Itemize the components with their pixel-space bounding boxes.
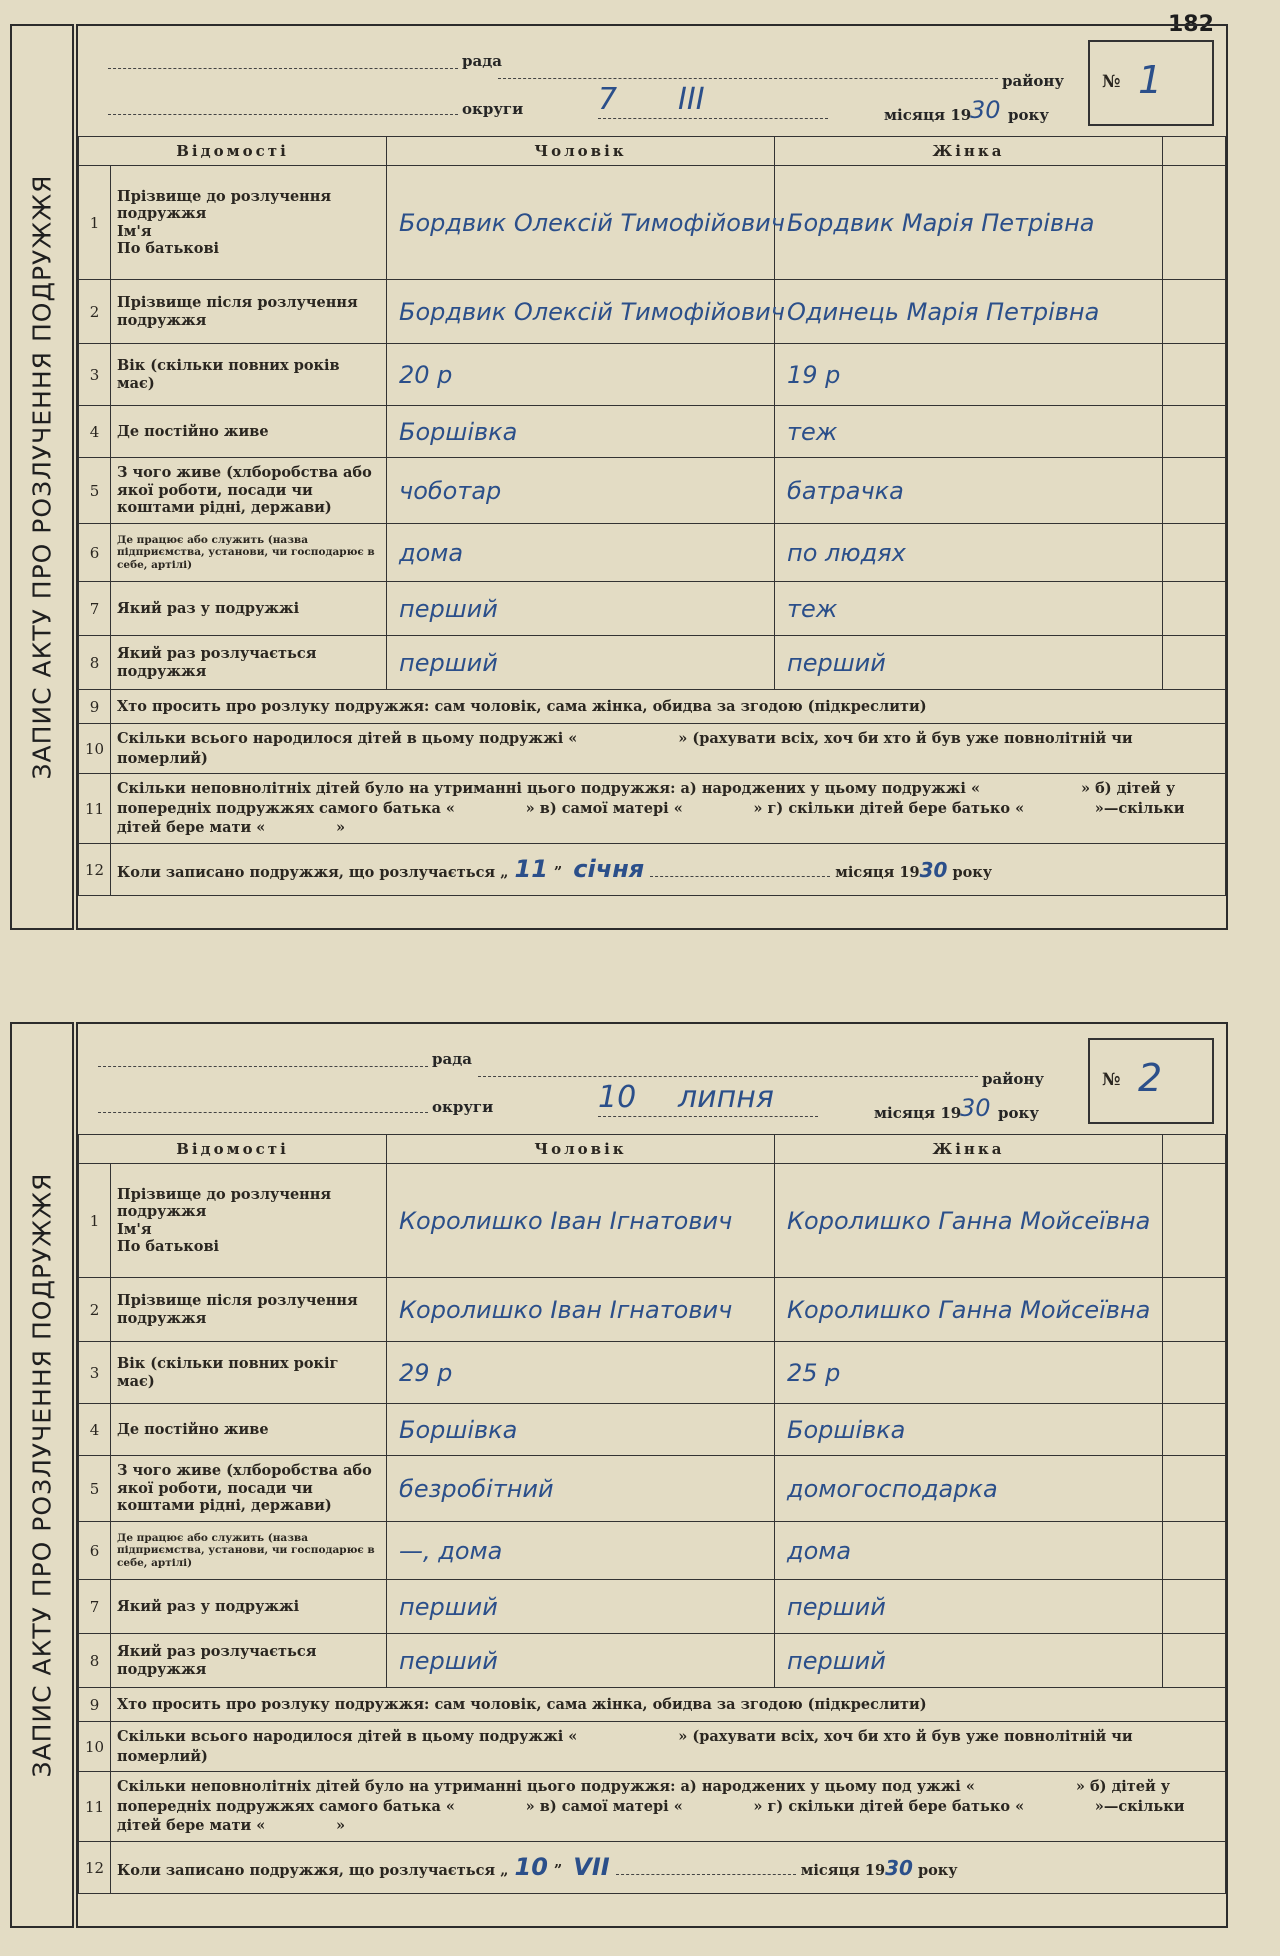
row-label: Де постійно живе — [111, 406, 387, 458]
row12-roku: року — [952, 864, 993, 882]
husband-cell — [387, 344, 775, 406]
side-title-box — [10, 1022, 74, 1928]
extra-cell — [1163, 1278, 1226, 1342]
husband-cell — [387, 1634, 775, 1688]
row12-cell: Коли записано подружжя, що розлучається „ 10 ” VII місяця 1930 року — [111, 1842, 1226, 1894]
row12-mis: місяця 19 — [835, 864, 920, 882]
row-number: 8 — [79, 636, 111, 690]
header-month: липня — [678, 1080, 774, 1115]
husband-value: перший — [399, 594, 498, 623]
col-zhinka: Жінка — [775, 1135, 1163, 1164]
record-number: 2 — [1138, 1056, 1163, 1100]
extra-cell — [1163, 1634, 1226, 1688]
col-extra — [1163, 137, 1226, 166]
number-label: № — [1102, 72, 1121, 92]
wife-value: Одинець Марія Петрівна — [787, 297, 1100, 326]
extra-cell — [1163, 636, 1226, 690]
col-extra — [1163, 1135, 1226, 1164]
row-number: 2 — [79, 1278, 111, 1342]
misiatsia-label: місяця 19 — [884, 106, 972, 124]
husband-value: Боршівка — [399, 417, 518, 446]
husband-value: перший — [399, 648, 498, 677]
record-header — [78, 26, 1226, 136]
row12-year: 30 — [885, 1856, 913, 1881]
row-number: 8 — [79, 1634, 111, 1688]
row12-roku: року — [918, 1862, 958, 1880]
side-title: ЗАПИС АКТУ ПРО РОЗЛУЧЕННЯ ПОДРУЖЖЯ — [27, 1172, 57, 1778]
okrugy-label: округи — [432, 1098, 494, 1116]
wife-value: перший — [787, 1592, 886, 1621]
row-label: Який раз у подружжі — [111, 582, 387, 636]
wife-cell — [775, 458, 1163, 524]
wife-cell — [775, 1580, 1163, 1634]
husband-value: 29 р — [399, 1358, 453, 1387]
row12-mis: місяця 19 — [800, 1862, 886, 1880]
husband-value: Королишко Іван Ігнатович — [399, 1206, 733, 1235]
wife-value: Королишко Ганна Мойсеївна — [787, 1295, 1151, 1324]
wife-cell — [775, 280, 1163, 344]
row-number: 12 — [79, 844, 111, 896]
husband-cell — [387, 280, 785, 344]
husband-value: Королишко Іван Ігнатович — [399, 1295, 733, 1324]
col-cholovik: Чоловік — [387, 137, 775, 166]
rada-label: рада — [462, 52, 502, 70]
record-number: 1 — [1138, 58, 1163, 102]
okrugy-line — [108, 114, 458, 115]
misiatsia-label: місяця 19 — [874, 1104, 962, 1122]
raion-label: району — [1002, 72, 1064, 90]
row-label: Прізвище після розлучення подружжя — [111, 1278, 387, 1342]
wife-cell — [775, 524, 1163, 582]
roku-label: року — [1008, 106, 1049, 124]
col-cholovik: Чоловік — [387, 1135, 775, 1164]
extra-cell — [1163, 1342, 1226, 1404]
raion-line — [498, 78, 998, 79]
header-month: III — [678, 82, 705, 117]
extra-cell — [1163, 1456, 1226, 1522]
row-number: 5 — [79, 1456, 111, 1522]
header-year: 30 — [960, 1094, 991, 1122]
divorce-record-2 — [10, 1022, 1228, 1928]
wife-cell — [775, 1634, 1163, 1688]
extra-cell — [1163, 458, 1226, 524]
wife-value: Боршівка — [787, 1415, 906, 1444]
row-label: З чого живе (хлборобства або якої роботи, посади чи коштами рідні, держави) — [111, 1456, 387, 1522]
number-label: № — [1102, 1070, 1121, 1090]
header-day: 10 — [598, 1080, 637, 1115]
row12-month: січня — [573, 855, 645, 884]
extra-cell — [1163, 344, 1226, 406]
row-number: 3 — [79, 1342, 111, 1404]
row10-text: Скільки всього народилося дітей в цьому подружжі « » (рахувати всіх, хоч би хто й був уже повнолітній чи померлий) — [111, 724, 1226, 774]
wife-value: Королишко Ганна Мойсеївна — [787, 1206, 1151, 1235]
row9-text: Хто просить про розлуку подружжя: сам чоловік, сама жінка, обидва за згодою (підкреслити) — [111, 1688, 1226, 1722]
side-title: ЗАПИС АКТУ ПРО РОЗЛУЧЕННЯ ПОДРУЖЖЯ — [27, 174, 57, 780]
wife-cell — [775, 636, 1163, 690]
row-number: 9 — [79, 690, 111, 724]
row-number: 6 — [79, 524, 111, 582]
record-table — [78, 136, 1226, 896]
side-title-box — [10, 24, 74, 930]
row-number: 7 — [79, 1580, 111, 1634]
husband-cell — [387, 166, 785, 280]
row-label: Який раз у подружжі — [111, 1580, 387, 1634]
row-number: 11 — [79, 1772, 111, 1842]
row12-cell: Коли записано подружжя, що розлучається „ 11 ” січня місяця 1930 року — [111, 844, 1226, 896]
row-label: Прізвище до розлучення подружжя Ім'я По батькові — [111, 166, 387, 280]
row-label: Де працює або служить (назва підприємства, установи, чи господарює в себе, артілі) — [111, 1522, 387, 1580]
husband-cell — [387, 582, 775, 636]
header-day: 7 — [598, 82, 618, 117]
okrugy-line — [98, 1112, 428, 1113]
row-number: 1 — [79, 1164, 111, 1278]
row12-month-line — [650, 876, 830, 877]
wife-cell — [775, 344, 1163, 406]
extra-cell — [1163, 166, 1226, 280]
row10-text: Скільки всього народилося дітей в цьому подружжі « » (рахувати всіх, хоч би хто й був уже повнолітній чи померлий) — [111, 1722, 1226, 1772]
extra-cell — [1163, 1580, 1226, 1634]
row12-day: 10 — [514, 1853, 548, 1882]
extra-cell — [1163, 1164, 1226, 1278]
wife-value: теж — [787, 417, 838, 446]
wife-cell — [775, 406, 1163, 458]
wife-value: по людях — [787, 538, 906, 567]
record-header — [78, 1024, 1226, 1134]
wife-cell — [775, 1278, 1163, 1342]
husband-value: чоботар — [399, 476, 502, 505]
row-number: 1 — [79, 166, 111, 280]
row12-day: 11 — [514, 855, 548, 884]
extra-cell — [1163, 406, 1226, 458]
husband-cell — [387, 524, 775, 582]
wife-value: 19 р — [787, 360, 841, 389]
wife-value: теж — [787, 594, 838, 623]
husband-cell — [387, 1522, 775, 1580]
husband-cell — [387, 1278, 775, 1342]
wife-value: перший — [787, 1646, 886, 1675]
col-zhinka: Жінка — [775, 137, 1163, 166]
header-year: 30 — [970, 96, 1001, 124]
wife-cell — [775, 1164, 1163, 1278]
wife-value: 25 р — [787, 1358, 841, 1387]
row-number: 7 — [79, 582, 111, 636]
row12-month-line — [616, 1874, 796, 1875]
husband-cell — [387, 1342, 775, 1404]
row-number: 6 — [79, 1522, 111, 1580]
row-number: 4 — [79, 1404, 111, 1456]
row-number: 3 — [79, 344, 111, 406]
date-line — [598, 118, 828, 119]
row11-text: Скільки неповнолітніх дітей було на утриманні цього подружжя: а) народжених у цьому под ужжі « » б) дітей у попередніх подружжях самого батька « » в) самої матері « » г) скільки дітей бере батько « »—скільки дітей бере мати « » — [111, 1772, 1226, 1842]
row-number: 12 — [79, 1842, 111, 1894]
husband-cell — [387, 1580, 775, 1634]
col-vidomosti: Відомості — [79, 1135, 387, 1164]
wife-cell — [775, 582, 1163, 636]
record-table — [78, 1134, 1226, 1894]
row-number: 11 — [79, 774, 111, 844]
row11-text: Скільки неповнолітніх дітей було на утриманні цього подружжя: а) народжених у цьому подружжі « » б) дітей у попередніх подружжях самого батька « » в) самої матері « » г) скільки дітей бере батько « »—скільки дітей бере мати « » — [111, 774, 1226, 844]
wife-cell — [775, 1404, 1163, 1456]
row-label: Де постійно живе — [111, 1404, 387, 1456]
husband-value: 20 р — [399, 360, 453, 389]
wife-cell — [775, 166, 1163, 280]
raion-line — [478, 1076, 978, 1077]
husband-cell — [387, 1404, 775, 1456]
extra-cell — [1163, 582, 1226, 636]
wife-cell — [775, 1522, 1163, 1580]
row-label: Вік (скільки повних років має) — [111, 344, 387, 406]
wife-value: Бордвик Марія Петрівна — [787, 208, 1095, 237]
husband-cell — [387, 636, 775, 690]
row9-text: Хто просить про розлуку подружжя: сам чоловік, сама жінка, обидва за згодою (підкреслити) — [111, 690, 1226, 724]
row-label: Який раз розлучається подружжя — [111, 1634, 387, 1688]
row-number: 10 — [79, 1722, 111, 1772]
row-label: Прізвище після розлучення подружжя — [111, 280, 387, 344]
husband-value: перший — [399, 1646, 498, 1675]
husband-cell — [387, 1164, 775, 1278]
row12-label: Коли записано подружжя, що розлучається — [117, 864, 496, 882]
husband-value: перший — [399, 1592, 498, 1621]
extra-cell — [1163, 524, 1226, 582]
row-number: 4 — [79, 406, 111, 458]
row-number: 9 — [79, 1688, 111, 1722]
husband-cell — [387, 406, 775, 458]
row12-label: Коли записано подружжя, що розлучається — [117, 1862, 496, 1880]
row-label: Вік (скільки повних рокіг має) — [111, 1342, 387, 1404]
row-number: 5 — [79, 458, 111, 524]
rada-line — [108, 68, 458, 69]
wife-value: домогосподарка — [787, 1474, 998, 1503]
roku-label: року — [998, 1104, 1039, 1122]
husband-value: дома — [399, 538, 464, 567]
extra-cell — [1163, 1522, 1226, 1580]
husband-value: Боршівка — [399, 1415, 518, 1444]
row12-month: VII — [573, 1853, 610, 1882]
row-number: 2 — [79, 280, 111, 344]
wife-cell — [775, 1342, 1163, 1404]
husband-cell — [387, 458, 775, 524]
rada-label: рада — [432, 1050, 472, 1068]
wife-value: дома — [787, 1536, 852, 1565]
row-number: 10 — [79, 724, 111, 774]
husband-value: Бордвик Олексій Тимофійович — [399, 297, 785, 326]
record-form — [76, 24, 1228, 930]
row-label: Прізвище до розлучення подружжя Ім'я По батькові — [111, 1164, 387, 1278]
row-label: З чого живе (хлборобства або якої роботи, посади чи коштами рідні, держави) — [111, 458, 387, 524]
wife-value: перший — [787, 648, 886, 677]
husband-value: Бордвик Олексій Тимофійович — [399, 208, 785, 237]
wife-value: батрачка — [787, 476, 904, 505]
row12-year: 30 — [919, 858, 948, 883]
raion-label: району — [982, 1070, 1044, 1088]
col-vidomosti: Відомості — [79, 137, 387, 166]
record-number-box — [1088, 40, 1214, 126]
extra-cell — [1163, 280, 1226, 344]
divorce-record-1 — [10, 24, 1228, 930]
okrugy-label: округи — [462, 100, 524, 118]
page-number: 182 — [1168, 12, 1214, 37]
husband-value: безробітний — [399, 1474, 554, 1503]
husband-value: —, дома — [399, 1536, 503, 1565]
row-label: Де працює або служить (назва підприємства, установи, чи господарює в себе, артілі) — [111, 524, 387, 582]
extra-cell — [1163, 1404, 1226, 1456]
record-form — [76, 1022, 1228, 1928]
row-label: Який раз розлучається подружжя — [111, 636, 387, 690]
record-number-box — [1088, 1038, 1214, 1124]
wife-cell — [775, 1456, 1163, 1522]
husband-cell — [387, 1456, 775, 1522]
rada-line — [98, 1066, 428, 1067]
date-line — [598, 1116, 818, 1117]
